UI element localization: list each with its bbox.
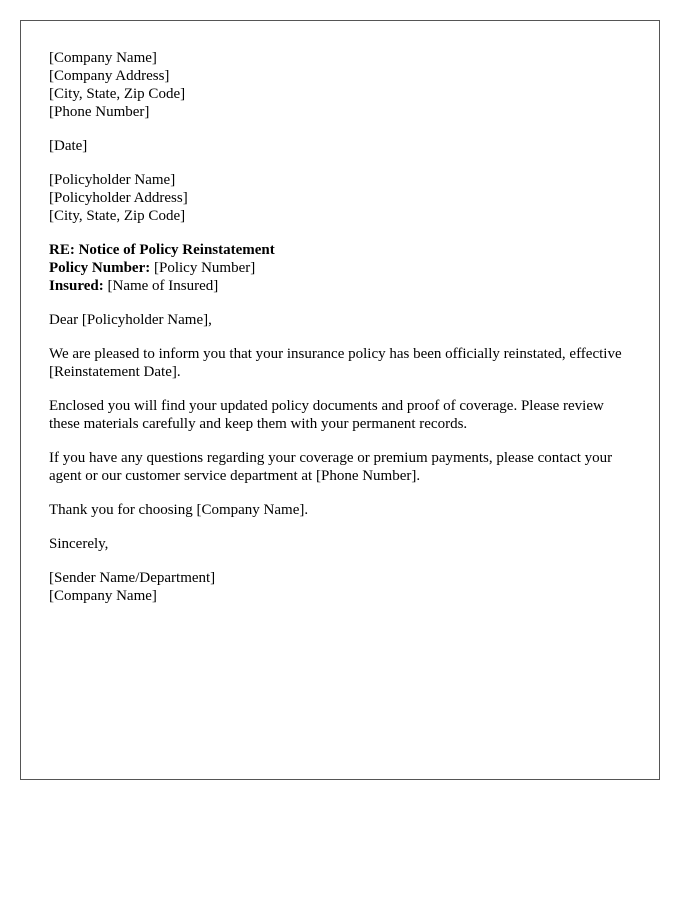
body-paragraph-enclosed: Enclosed you will find your updated policy documents and proof of coverage. Please review these materials carefully and keep them with your permanent records. (49, 398, 604, 432)
signature-company: [Company Name] (49, 588, 157, 604)
body-paragraph-reinstated: We are pleased to inform you that your insurance policy has been officially reinstated, effective [Reinstatement Date]. (49, 346, 622, 380)
sender-company-address: [Company Address] (49, 68, 170, 84)
insured-line (49, 277, 631, 295)
signature-block (49, 569, 631, 605)
closing: Sincerely, (49, 536, 109, 552)
letter-date: [Date] (49, 138, 88, 154)
policy-number-value: [Policy Number] (150, 260, 256, 276)
sender-company-name: [Company Name] (49, 50, 157, 66)
sender-address-block (49, 49, 631, 121)
recipient-city-state-zip: [City, State, Zip Code] (49, 208, 186, 224)
recipient-address: [Policyholder Address] (49, 190, 188, 206)
body-paragraph-questions: If you have any questions regarding your coverage or premium payments, please contact your agent or our customer service department at [Phone Number]. (49, 450, 613, 484)
body-paragraph-thanks: Thank you for choosing [Company Name]. (49, 502, 309, 518)
signature-sender: [Sender Name/Department] (49, 570, 216, 586)
sender-phone: [Phone Number] (49, 104, 150, 120)
policy-number-line (49, 259, 631, 277)
salutation: Dear [Policyholder Name], (49, 312, 212, 328)
recipient-address-block (49, 171, 631, 225)
re-subject: RE: Notice of Policy Reinstatement (49, 242, 275, 258)
reference-block (49, 241, 631, 295)
policy-number-label: Policy Number: (49, 260, 151, 276)
insured-label: Insured: (49, 278, 104, 294)
letter-page (20, 20, 660, 780)
letter-content (49, 49, 631, 621)
sender-city-state-zip: [City, State, Zip Code] (49, 86, 186, 102)
recipient-name: [Policyholder Name] (49, 172, 176, 188)
insured-value: [Name of Insured] (103, 278, 219, 294)
